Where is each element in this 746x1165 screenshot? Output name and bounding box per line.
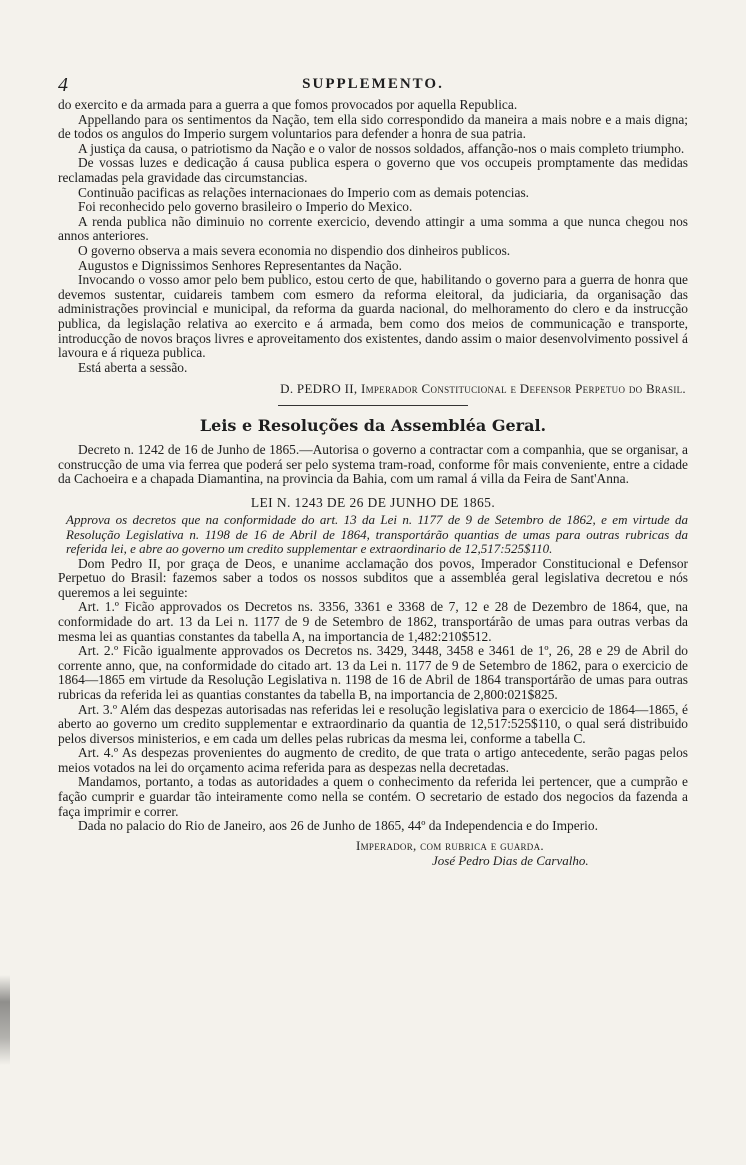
page-body xyxy=(58,98,688,868)
speech-paragraph: Appellando para os sentimentos da Nação, tem ella sido correspondido da maneira a mais nobre e a mais digna; de todos os angulos do Imperio surgem voluntarios para defender a honra de sua patria. xyxy=(58,111,688,142)
speech-paragraph: Invocando o vosso amor pelo bem publico, estou certo de que, habilitando o governo para a guerra de honra que devemos sustentar, cuidareis tambem com esmero da reforma eleitoral, da judiciaria, da organisação das administrações provincial e municipal, da reforma da guarda nacional, do melhoramento do clero e da instrucção publica, da legislação relativa ao exercito e á armada, bem como dos meios de communicação e transporte, introducção de novos braços livres e aproveitamento dos existentes, dando assim o maior desenvolvimento possivel á lavoura e á riqueza publica. xyxy=(58,272,688,361)
speech-signature: D. PEDRO II, Imperador Constitucional e Defensor Perpetuo do Brasil. xyxy=(280,381,686,397)
binding-edge-mark xyxy=(0,975,10,1065)
speech-paragraph: Está aberta a sessão. xyxy=(78,359,188,375)
speech-paragraph: A justiça da causa, o patriotismo da Nação e o valor de nossos soldados, affanção-nos o mais completo triumpho. xyxy=(78,140,685,156)
law-summary: Approva os decretos que na conformidade do art. 13 da Lei n. 1177 de 9 de Setembro de 1862, e em virtude da Resolução Legislativa n. 1198 de 16 de Abril de 1864, transportárão quantias de umas para outras rubricas da referida lei, e abre ao governo um credito supplementar e extraordinario de 12,517:525$110. xyxy=(66,512,688,557)
page-number: 4 xyxy=(58,74,68,96)
law-article-4: Art. 4.º As despezas provenientes do augmento de credito, de que trata o artigo antecedente, serão pagas pelos meios votados na lei do orçamento acima referida para as despezas nella decretadas. xyxy=(58,745,688,775)
law-article-1: Art. 1.º Ficão approvados os Decretos ns. 3356, 3361 e 3368 de 7, 12 e 28 de Dezembro de 1864, que, na conformidade do art. 13 da Lei n. 1177 de 9 de Setembro de 1862, transportárão de umas para outras verbas da mesma lei as quantias constantes da tabella A, na importancia de 1,482:210$512. xyxy=(58,599,688,644)
section-divider xyxy=(278,405,468,406)
section-title: Leis e Resoluções da Assembléa Geral. xyxy=(199,416,547,436)
speech-paragraph: O governo observa a mais severa economia no dispendio dos dinheiros publicos. xyxy=(78,242,511,258)
speech-paragraph: Foi reconhecido pelo governo brasileiro o Imperio do Mexico. xyxy=(78,199,413,215)
law-paragraph: Mandamos, portanto, a todas as autoridades a quem o conhecimento da referida lei pertencer, que a cumprão e fação cumprir e guardar tão inteiramente como nella se contém. O secretario de estado dos negocios da fazenda a faça imprimir e correr. xyxy=(58,774,688,819)
speech-section xyxy=(58,98,688,396)
decree-1242: Decreto n. 1242 de 16 de Junho de 1865.—Autorisa o governo a contractar com a companhia, que se organisar, a construcção de uma via ferrea que poderá ser pelo systema tram-road, conforme fôr mais conveniente, entre a cidade da Cachoeira e a chapada Diamantina, na provincia da Bahia, com um ramal á villa da Feira de Sant'Anna. xyxy=(58,442,688,487)
law-body xyxy=(58,557,688,834)
law-closing xyxy=(58,838,688,868)
speech-paragraph: A renda publica não diminuio no corrente exercicio, devendo attingir a uma somma a que nunca chegou nos annos anteriores. xyxy=(58,213,688,244)
law-paragraph: Dom Pedro II, por graça de Deos, e unanime acclamação dos povos, Imperador Constitucional e Defensor Perpetuo do Brasil: fazemos saber a todos os nossos subditos que a assembléa geral legislativa decretou e nós queremos a lei seguinte: xyxy=(58,555,688,600)
law-title: LEI N. 1243 DE 26 DE JUNHO DE 1865. xyxy=(250,495,496,511)
law-paragraph: Dada no palacio do Rio de Janeiro, aos 26 de Junho de 1865, 44º da Independencia e do Imperio. xyxy=(78,818,598,834)
closing-signature: José Pedro Dias de Carvalho. xyxy=(432,852,589,868)
speech-paragraph: Continuão pacificas as relações internacionaes do Imperio com as demais potencias. xyxy=(78,184,530,200)
speech-paragraph: do exercito e da armada para a guerra a que fomos provocados por aquella Republica. xyxy=(58,97,518,112)
speech-paragraph: De vossas luzes e dedicação á causa publica espera o governo que vos occupeis promptamente das medidas reclamadas pela gravidade das circumstancias. xyxy=(58,155,688,185)
law-article-2: Art. 2.º Ficão igualmente approvados os Decretos ns. 3429, 3448, 3458 e 3461 de 1º, 26, 28 e 29 de Abril do corrente anno, que, na conformidade do citado art. 13 da Lei n. 1177 de 9 de Setembro de 1862, para o exercicio de 1864—1865 em virtude da Resolução Legislativa n. 1198 de 16 de Abril de 1864 transportárão de umas para outras rubricas da referida lei as quantias constantes da tabella B, na importancia de 2,800:021$825. xyxy=(58,643,688,702)
header-title: SUPPLEMENTO. xyxy=(302,76,444,92)
speech-paragraph: Augustos e Dignissimos Senhores Representantes da Nação. xyxy=(78,257,402,273)
closing-line-1: Imperador, com rubrica e guarda. xyxy=(356,837,544,853)
law-article-3: Art. 3.º Além das despezas autorisadas nas referidas lei e resolução legislativa para o exercicio de 1864—1865, é aberto ao governo um credito supplementar e extraordinario da quantia de 12,517:525$110, o qual será distribuido pelos diversos ministerios, e em cada um delles pelas rubricas da mesma lei, conforme a tabella C. xyxy=(58,701,688,746)
running-header xyxy=(58,74,688,96)
